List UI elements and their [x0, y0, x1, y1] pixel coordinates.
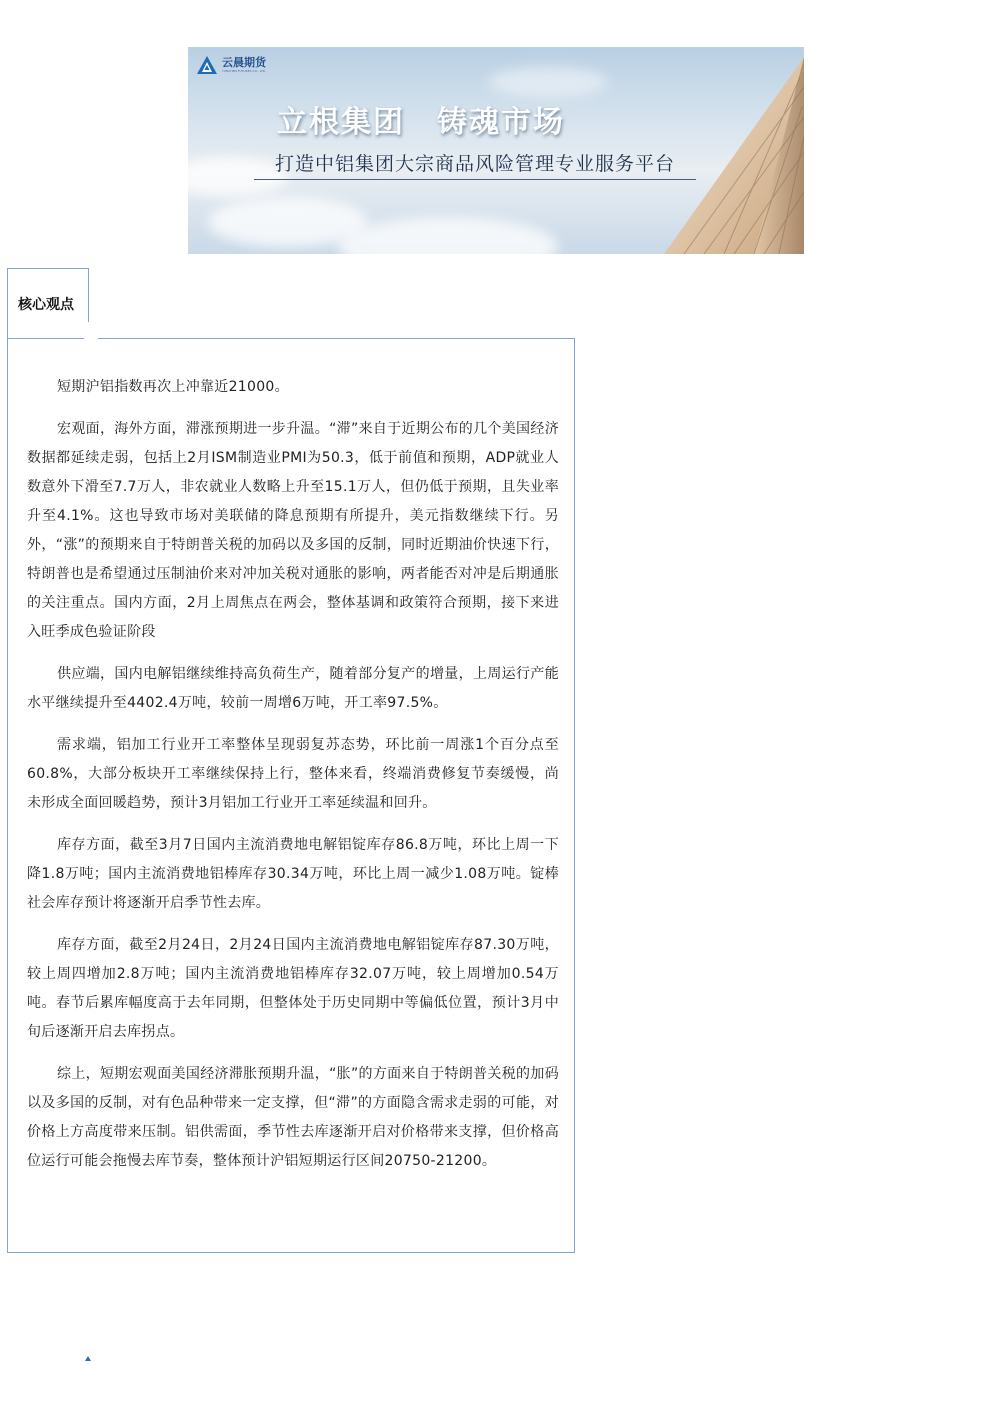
content-box	[7, 338, 575, 1253]
paragraph-inventory-march: 库存方面，截至3月7日国内主流消费地电解铝锭库存86.8万吨，环比上周一下降1.8万吨；国内主流消费地铝棒库存30.34万吨，环比上周一减少1.08万吨。锭棒社会库存预计将逐渐开启季节性去库。	[27, 837, 559, 911]
section-tab	[7, 268, 89, 338]
triangle-marker-icon	[85, 1356, 91, 1361]
paragraph-inventory-feb: 库存方面，截至2月24日，2月24日国内主流消费地电解铝锭库存87.30万吨，较上周四增加2.8万吨；国内主流消费地铝棒库存32.07万吨，较上周增加0.54万吨。春节后累库幅度高于去年同期，但整体处于历史同期中等偏低位置，预计3月中旬后逐渐开启去库拐点。	[27, 937, 559, 1040]
banner-subline: 打造中铝集团大宗商品风险管理专业服务平台	[254, 149, 696, 180]
logo-mark-icon	[196, 55, 218, 75]
paragraph-demand: 需求端，铝加工行业开工率整体呈现弱复苏态势，环比前一周涨1个百分点至60.8%，大部分板块开工率继续保持上行，整体来看，终端消费修复节奏缓慢，尚未形成全面回暖趋势，预计3月铝加工行业开工率延续温和回升。	[27, 737, 559, 811]
header-banner	[188, 47, 804, 254]
paragraph-summary: 短期沪铝指数再次上冲靠近21000。	[57, 379, 289, 395]
content-body	[27, 373, 559, 1189]
tab-gap	[84, 322, 98, 340]
logo-text: 云晨期货	[222, 56, 266, 69]
company-logo	[196, 55, 266, 75]
logo-subtext: YUNCHEN FUTURES CO., LTD.	[222, 69, 267, 73]
section-title: 核心观点	[18, 297, 74, 313]
paragraph-supply: 供应端，国内电解铝继续维持高负荷生产，随着部分复产的增量，上周运行产能水平继续提升至4402.4万吨，较前一周增6万吨，开工率97.5%。	[27, 666, 559, 711]
paragraph-conclusion: 综上，短期宏观面美国经济滞胀预期升温，“胀”的方面来自于特朗普关税的加码以及多国的反制，对有色品种带来一定支撑，但“滞”的方面隐含需求走弱的可能，对价格上方高度带来压制。铝供需面，季节性去库逐渐开启对价格带来支撑，但价格高位运行可能会拖慢去库节奏，整体预计沪铝短期运行区间20750-21200。	[27, 1066, 559, 1169]
banner-headline: 立根集团 铸魂市场	[277, 105, 565, 140]
paragraph-macro: 宏观面，海外方面，滞涨预期进一步升温。“滞”来自于近期公布的几个美国经济数据都延续走弱，包括上2月ISM制造业PMI为50.3，低于前值和预期，ADP就业人数意外下滑至7.7万人，非农就业人数略上升至15.1万人，但仍低于预期，且失业率升至4.1%。这也导致市场对美联储的降息预期有所提升，美元指数继续下行。另外，“涨”的预期来自于特朗普关税的加码以及多国的反制，同时近期油价快速下行，特朗普也是希望通过压制油价来对冲加关税对通胀的影响，两者能否对冲是后期通胀的关注重点。国内方面，2月上周焦点在两会，整体基调和政策符合预期，接下来进入旺季成色验证阶段	[27, 421, 559, 640]
